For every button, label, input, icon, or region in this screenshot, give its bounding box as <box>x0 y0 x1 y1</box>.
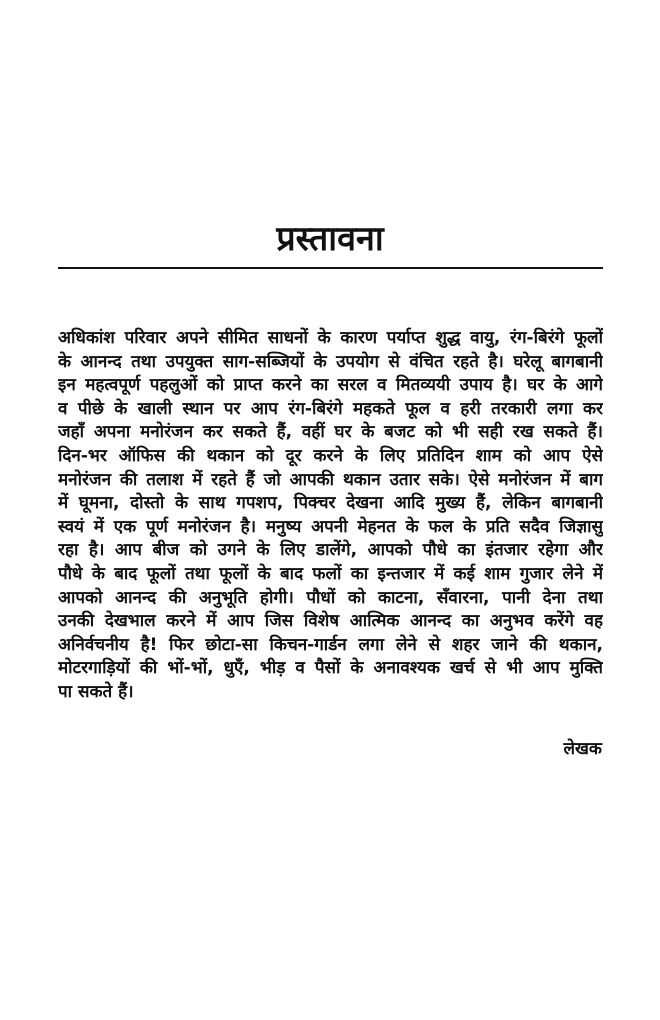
paragraph-line: दिन-भर ऑफिस की थकान को दूर करने के लिए प्रतिदिन शाम को आप ऐसे <box>58 445 603 466</box>
paragraph-line: व पीछे के खाली स्थान पर आप रंग-बिरंगे महकते फूल व हरी तरकारी लगा कर <box>58 398 603 419</box>
paragraph-line: अनिर्वचनीय है! फिर छोटा-सा किचन-गार्डन लगा लेने से शहर जाने की थकान, <box>58 634 603 655</box>
paragraph-line: पा सकते हैं। <box>58 681 134 702</box>
paragraph-line: में घूमना, दोस्तो के साथ गपशप, पिक्चर देखना आदि मुख्य हैं, लेकिन बागबानी <box>58 493 603 514</box>
paragraph-line: के आनन्द तथा उपयुक्त साग-सब्जियों के उपयोग से वंचित रहते है। घरेलू बागबानी <box>58 351 603 372</box>
paragraph-line: मोटरगाड़ियों की भों-भों, धुएँ, भीड़ व पैसों के अनावश्यक खर्च से भी आप मुक्ति <box>58 658 603 679</box>
author-signature: लेखक <box>563 739 602 759</box>
paragraph-line: रहा है। आप बीज को उगने के लिए डालेंगे, आपको पौधे का इंतजार रहेगा और <box>58 540 603 561</box>
paragraph-line: मनोरंजन की तलाश में रहते हैं जो आपकी थकान उतार सके। ऐसे मनोरंजन में बाग <box>58 469 603 490</box>
paragraph-line: जहाँ अपना मनोरंजन कर सकते हैं, वहीं घर के बजट को भी सही रख सकते हैं। <box>58 422 603 443</box>
paragraph-line: उनकी देखभाल करने में आप जिस विशेष आत्मिक आनन्द का अनुभव करेंगे वह <box>58 611 603 632</box>
paragraph-line: अधिकांश परिवार अपने सीमित साधनों के कारण पर्याप्त शुद्ध वायु, रंग-बिरंगे फूलों <box>58 328 603 348</box>
paragraph-line: इन महत्वपूर्ण पहलुओं को प्राप्त करने का सरल व मितव्ययी उपाय है। घर के आगे <box>58 375 603 396</box>
paragraph-line: स्वयं में एक पूर्ण मनोरंजन है। मनुष्य अपनी मेहनत के फल के प्रति सदैव जिज्ञासु <box>58 516 603 537</box>
title-divider <box>58 267 603 269</box>
preface-paragraph <box>58 327 603 705</box>
paragraph-line: पौधे के बाद फूलों तथा फूलों के बाद फलों का इन्तजार में कई शाम गुजार लेने में <box>58 563 603 584</box>
paragraph-line: आपको आनन्द की अनुभूति होगी। पौधों को काटना, सँवारना, पानी देना तथा <box>58 587 603 608</box>
page-title: प्रस्तावना <box>276 219 384 259</box>
